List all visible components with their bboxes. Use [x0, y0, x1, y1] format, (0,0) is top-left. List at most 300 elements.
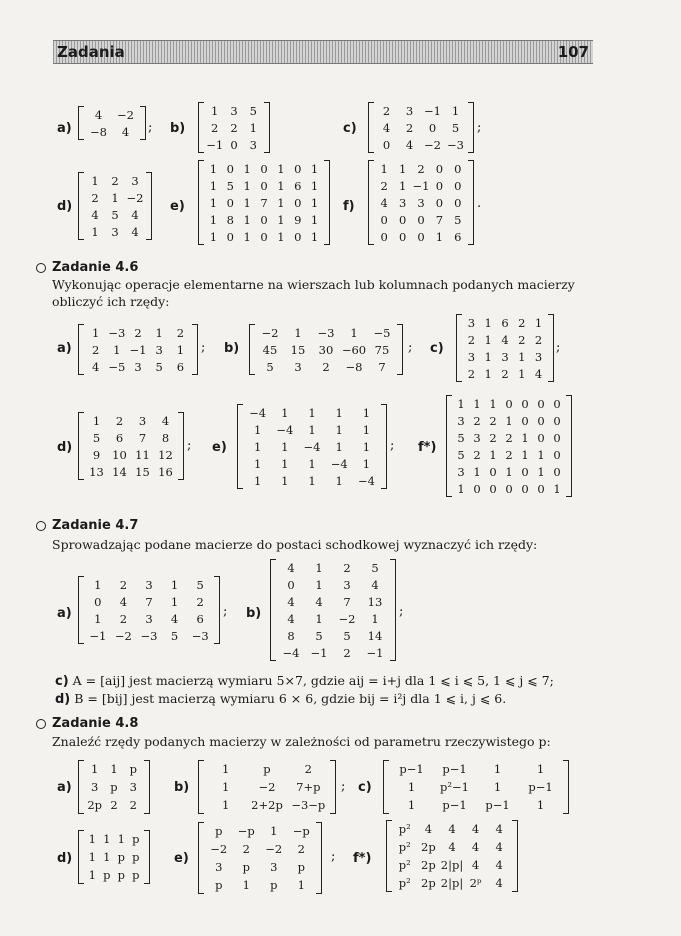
matrix-cell: 1 [315, 560, 323, 575]
matrix-cell: 1 [451, 103, 460, 118]
matrix-cell: 4 [424, 822, 433, 836]
matrix-cell: 3 [534, 349, 543, 364]
matrix-cell: p−1 [485, 798, 510, 812]
matrix-cell: 3 [457, 413, 465, 428]
matrix-cell: 1 [88, 868, 96, 882]
matrix-cell: p [270, 878, 278, 892]
matrix-row [238, 472, 386, 489]
z48-d-label: d) [57, 851, 73, 866]
matrix-cell: 4 [287, 560, 295, 575]
matrix-cell: 5 [343, 628, 351, 643]
matrix-cell: 1 [310, 195, 319, 210]
matrix-cell: 1 [505, 413, 513, 428]
matrix-cell: 1 [253, 422, 262, 437]
matrix-cell: 0 [505, 396, 513, 411]
matrix-row [79, 123, 145, 140]
matrix-cell: 1 [277, 161, 285, 176]
matrix-cell: 6 [454, 229, 462, 244]
matrix-cell: 1 [335, 473, 343, 488]
matrix-cell: 1 [294, 325, 302, 340]
matrix-cell: 3 [501, 349, 509, 364]
matrix-cell: 1 [505, 464, 513, 479]
matrix-cell: 1 [457, 481, 465, 496]
exercise-4-7-heading [36, 518, 138, 533]
matrix-cell: 1 [155, 325, 163, 340]
separator: ; [331, 849, 336, 864]
matrix-cell: 2 [211, 120, 219, 135]
matrix-row [387, 874, 517, 892]
matrix-cell: 1 [362, 422, 371, 437]
matrix-cell: 1 [308, 422, 316, 437]
matrix [198, 822, 322, 894]
matrix-cell: 3 [417, 195, 425, 210]
matrix-row [79, 576, 219, 593]
matrix-cell: 0 [553, 447, 561, 462]
matrix-cell: 1 [362, 405, 371, 420]
matrix-row [79, 429, 183, 446]
matrix-cell: 9 [294, 212, 302, 227]
matrix-cell: 8 [161, 430, 170, 445]
matrix-cell: 4 [131, 207, 139, 222]
matrix-cell: 2ᵖ [469, 876, 482, 890]
z47-c-text: A = [aij] jest macierzą wymiaru 5×7, gdzie aij = i+j dla 1 ⩽ i ⩽ 5, 1 ⩽ j ⩽ 7; [72, 673, 554, 688]
matrix-row [79, 610, 219, 627]
matrix-cell: 4 [287, 611, 295, 626]
matrix-cell: 2 [119, 611, 128, 626]
matrix-cell: 1 [335, 422, 343, 437]
exercise-4-8-heading [36, 716, 138, 731]
matrix-cell: 2 [91, 190, 99, 205]
matrix-row [199, 858, 321, 876]
matrix-cell: 1 [88, 832, 96, 846]
matrix-cell: 1 [335, 439, 343, 454]
matrix-cell: 1 [553, 481, 561, 496]
matrix-cell: 0 [435, 161, 444, 176]
matrix-cell: 1 [521, 447, 529, 462]
matrix-row [79, 760, 149, 778]
matrix [237, 404, 387, 489]
exercise-text: Wykonując operacje elementarne na wierszach lub kolumnach podanych macierzy [52, 277, 575, 292]
z46-f-label: f*) [418, 440, 437, 455]
separator: ; [341, 779, 346, 794]
bullet-circle-icon [36, 263, 46, 273]
matrix-cell: 2 [417, 161, 425, 176]
top-b-label: b) [170, 121, 186, 136]
matrix-row [369, 102, 473, 119]
matrix-cell: 1 [473, 396, 481, 411]
matrix-cell: 5 [315, 628, 323, 643]
matrix-cell: 45 [262, 342, 278, 357]
z46-d-label: d) [57, 440, 73, 455]
matrix-row [369, 194, 473, 211]
matrix-cell: 2p [421, 876, 436, 890]
matrix-cell: 0 [454, 195, 462, 210]
matrix-cell: 7 [260, 195, 268, 210]
matrix-cell: −8 [345, 359, 363, 374]
matrix-cell: 3 [131, 173, 139, 188]
matrix-row [447, 395, 571, 412]
matrix-cell: 7 [435, 212, 444, 227]
matrix-row [199, 796, 335, 814]
matrix-cell: 1 [242, 878, 250, 892]
matrix-cell: 1 [92, 413, 101, 428]
matrix-cell: 5 [454, 212, 462, 227]
matrix-cell: 0 [226, 229, 234, 244]
matrix-row [79, 106, 145, 123]
matrix-cell: 2|p| [440, 876, 464, 890]
matrix-row [199, 194, 329, 211]
matrix-cell: 2 [343, 645, 351, 660]
matrix-cell: 0 [521, 481, 529, 496]
page-number: 107 [557, 43, 589, 61]
matrix-cell: 6 [501, 315, 509, 330]
matrix-cell: 4 [380, 195, 388, 210]
matrix-cell: 7+p [296, 780, 321, 794]
matrix-cell: 4 [495, 822, 503, 836]
matrix-cell: −1 [424, 103, 441, 118]
matrix-cell: 0 [380, 212, 388, 227]
matrix-cell: 1 [484, 315, 492, 330]
matrix-cell: 2 [489, 413, 497, 428]
matrix [198, 160, 330, 245]
matrix-row [199, 211, 329, 228]
matrix-cell: 1 [484, 349, 492, 364]
matrix-cell: p−1 [442, 762, 467, 776]
matrix-row [238, 404, 386, 421]
matrix-cell: 2 [518, 332, 526, 347]
matrix-cell: 2 [297, 842, 305, 856]
matrix-row [79, 189, 151, 206]
exercise-title: Zadanie 4.8 [52, 716, 139, 731]
matrix-cell: 0 [226, 161, 234, 176]
matrix-cell: −3 [447, 137, 464, 152]
matrix-cell: −1 [129, 342, 147, 357]
matrix-cell: 1 [211, 103, 219, 118]
matrix-row [199, 177, 329, 194]
matrix-cell: 1 [222, 762, 230, 776]
matrix-cell: −2 [114, 628, 132, 643]
matrix-cell: 0 [505, 481, 513, 496]
z46-a-label: a) [57, 341, 72, 356]
separator: ; [408, 340, 413, 355]
matrix-cell: 3 [129, 780, 137, 794]
matrix-cell: p−1 [528, 780, 553, 794]
matrix-cell: 1 [536, 798, 545, 812]
matrix-cell: 0 [553, 464, 561, 479]
matrix-cell: 11 [135, 447, 150, 462]
matrix-cell: −3 [317, 325, 335, 340]
matrix-cell: 1 [253, 473, 262, 488]
matrix-cell: p² [398, 840, 411, 854]
matrix-cell: 1 [209, 178, 218, 193]
matrix-cell: −2 [338, 611, 356, 626]
matrix-row [271, 593, 395, 610]
matrix-cell: 0 [398, 229, 407, 244]
matrix-cell: 2 [91, 342, 100, 357]
matrix-cell: 4 [119, 594, 128, 609]
matrix-cell: 3 [467, 315, 476, 330]
matrix-cell: 1 [110, 762, 118, 776]
matrix-cell: 0 [454, 161, 462, 176]
matrix-cell: 1 [94, 577, 102, 592]
matrix-cell: 0 [435, 178, 444, 193]
matrix-cell: p−1 [442, 798, 467, 812]
matrix-cell: −2 [117, 107, 134, 122]
matrix-cell: 4 [91, 207, 99, 222]
matrix-cell: 1 [457, 396, 465, 411]
matrix-cell: 3 [230, 103, 238, 118]
matrix-cell: 6 [196, 611, 204, 626]
matrix-cell: 1 [407, 780, 416, 794]
matrix-cell: 12 [158, 447, 173, 462]
matrix-cell: 0 [521, 413, 529, 428]
matrix-cell: 15 [135, 464, 150, 479]
matrix [78, 830, 150, 884]
matrix-cell: −2 [261, 325, 279, 340]
matrix-cell: 1 [243, 212, 251, 227]
matrix-cell: 3 [215, 860, 223, 874]
separator: ; [477, 120, 482, 135]
matrix-cell: 3 [467, 349, 476, 364]
matrix-row [384, 778, 568, 796]
matrix-cell: 0 [294, 161, 302, 176]
matrix-cell: 1 [493, 780, 502, 794]
matrix-cell: 2+2p [251, 798, 283, 812]
matrix-cell: 1 [277, 229, 285, 244]
matrix-cell: p [103, 868, 111, 882]
matrix-cell: 2 [467, 332, 476, 347]
z47-a-label: a) [57, 606, 72, 621]
matrix-cell: p [132, 850, 140, 864]
exercise-title: Zadanie 4.7 [52, 518, 139, 533]
matrix-cell: 1 [91, 224, 99, 239]
matrix-cell: 1 [398, 161, 407, 176]
matrix-cell: −4 [357, 473, 375, 488]
matrix-cell: 1 [281, 473, 289, 488]
matrix-cell: 1 [310, 212, 319, 227]
matrix-cell: −1 [366, 645, 384, 660]
matrix-cell: 7 [138, 430, 147, 445]
matrix-cell: 1 [489, 447, 497, 462]
matrix-cell: 0 [230, 137, 238, 152]
matrix-cell: 1 [484, 332, 492, 347]
matrix-cell: −2 [210, 842, 228, 856]
matrix-cell: 1 [407, 798, 416, 812]
matrix-cell: p [117, 850, 125, 864]
matrix-cell: 2 [467, 366, 476, 381]
matrix-cell: 1 [534, 315, 543, 330]
matrix-cell: 5 [451, 120, 460, 135]
separator: ; [201, 340, 206, 355]
bullet-circle-icon [36, 719, 46, 729]
matrix-cell: 0 [417, 229, 425, 244]
matrix-row [387, 820, 517, 838]
matrix-cell: 2|p| [440, 858, 464, 872]
matrix-cell: 3 [343, 577, 351, 592]
top-a-label: a) [57, 121, 72, 136]
matrix [456, 314, 554, 382]
matrix-cell: 2 [304, 762, 312, 776]
matrix-cell: −3−p [291, 798, 326, 812]
matrix-cell: 5 [266, 359, 274, 374]
matrix-cell: 1 [113, 342, 121, 357]
z48-e-label: e) [174, 851, 189, 866]
matrix-cell: 0 [454, 178, 462, 193]
matrix-row [79, 778, 149, 796]
matrix [446, 395, 572, 497]
matrix-cell: 4 [448, 822, 456, 836]
matrix-cell: 4 [495, 858, 503, 872]
matrix-row [271, 644, 395, 661]
matrix-row [369, 119, 473, 136]
matrix-row [271, 576, 395, 593]
matrix-cell: 2 [473, 413, 481, 428]
matrix-row [79, 796, 149, 814]
z48-a-label: a) [57, 780, 72, 795]
matrix-cell: 1 [91, 762, 99, 776]
matrix-cell: 4 [501, 332, 509, 347]
matrix-cell: 1 [371, 611, 379, 626]
matrix-cell: 3 [398, 195, 407, 210]
matrix-row [238, 421, 386, 438]
matrix-cell: 5 [371, 560, 379, 575]
matrix-row [369, 228, 473, 245]
matrix-cell: −3 [140, 628, 158, 643]
matrix-cell: 1 [310, 178, 319, 193]
matrix-cell: 0 [537, 396, 545, 411]
matrix-cell: 4 [495, 840, 503, 854]
separator: ; [148, 120, 153, 135]
matrix-cell: 3 [473, 430, 481, 445]
matrix-row [79, 172, 151, 189]
top-f-label: f) [343, 199, 355, 214]
matrix-row [271, 559, 395, 576]
matrix-cell: 4 [534, 366, 543, 381]
matrix-cell: 1 [308, 456, 316, 471]
matrix-cell: 1 [243, 195, 251, 210]
matrix-cell: 8 [287, 628, 295, 643]
separator: ; [223, 604, 228, 619]
matrix-cell: 0 [435, 195, 444, 210]
matrix-cell: 1 [243, 161, 251, 176]
matrix-cell: 15 [290, 342, 306, 357]
matrix-cell: 4 [94, 107, 103, 122]
matrix-row [447, 463, 571, 480]
matrix-row [369, 136, 473, 153]
matrix-cell: 2 [489, 430, 497, 445]
chapter-title: Zadania [57, 43, 125, 61]
matrix-cell: 5 [457, 447, 465, 462]
matrix [198, 102, 270, 153]
matrix-cell: 5 [111, 207, 119, 222]
separator: . [477, 196, 482, 211]
matrix [368, 102, 474, 153]
matrix-cell: p [132, 868, 140, 882]
matrix-cell: 1 [489, 396, 497, 411]
matrix-cell: 1 [335, 405, 343, 420]
z46-b-label: b) [224, 341, 240, 356]
matrix-cell: 1 [94, 611, 102, 626]
matrix-cell: 4 [315, 594, 323, 609]
exercise-text: Sprowadzając podane macierze do postaci schodkowej wyznaczyć ich rzędy: [52, 537, 538, 552]
matrix-cell: −1 [310, 645, 328, 660]
matrix-row [79, 593, 219, 610]
matrix-cell: p [215, 878, 223, 892]
matrix-cell: 2 [115, 413, 124, 428]
matrix-cell: 0 [537, 481, 545, 496]
matrix-cell: p [129, 762, 137, 776]
matrix-cell: 1 [281, 405, 289, 420]
matrix-cell: 1 [281, 456, 289, 471]
matrix-cell: 0 [260, 178, 268, 193]
matrix-cell: p−1 [399, 762, 424, 776]
matrix-row [199, 160, 329, 177]
matrix-cell: 5 [92, 430, 101, 445]
matrix-cell: 4 [170, 611, 179, 626]
matrix-cell: 30 [318, 342, 334, 357]
matrix-cell: 1 [243, 178, 251, 193]
matrix-cell: 7 [343, 594, 351, 609]
matrix-cell: 2 [382, 103, 391, 118]
matrix-cell: p [110, 780, 118, 794]
matrix-cell: 75 [374, 342, 390, 357]
matrix-cell: 4 [495, 876, 503, 890]
matrix-cell: 4 [405, 137, 414, 152]
matrix-cell: −4 [303, 439, 321, 454]
matrix-row [369, 177, 473, 194]
matrix-cell: 1 [103, 832, 111, 846]
matrix-cell: 0 [553, 430, 561, 445]
matrix-row [384, 760, 568, 778]
matrix-cell: 1 [518, 349, 526, 364]
exercise-text: obliczyć ich rzędy: [52, 294, 170, 309]
matrix-cell: 1 [362, 439, 371, 454]
matrix-cell: 2 [380, 178, 388, 193]
matrix-row [199, 136, 269, 153]
z47-d-label: d) [55, 692, 71, 707]
matrix-row [369, 211, 473, 228]
matrix-cell: 2 [134, 325, 142, 340]
matrix-row [447, 480, 571, 497]
matrix-row [457, 348, 553, 365]
matrix-row [271, 627, 395, 644]
matrix-cell: −4 [330, 456, 348, 471]
matrix-cell: 1 [209, 195, 218, 210]
matrix-cell: 0 [553, 396, 561, 411]
matrix-cell: 4 [91, 359, 100, 374]
matrix-cell: 0 [537, 413, 545, 428]
matrix-cell: 14 [112, 464, 127, 479]
matrix-cell: 4 [471, 840, 480, 854]
matrix-cell: 8 [226, 212, 234, 227]
matrix-row [199, 228, 329, 245]
exercise-line-c [55, 673, 554, 689]
matrix-cell: −4 [276, 422, 294, 437]
matrix-cell: 2 [322, 359, 330, 374]
matrix-row [79, 324, 197, 341]
bullet-circle-icon [36, 521, 46, 531]
matrix-cell: 2 [196, 594, 204, 609]
matrix [78, 760, 150, 814]
matrix-cell: 1 [277, 178, 285, 193]
matrix-cell: p [215, 824, 223, 838]
matrix-row [447, 412, 571, 429]
matrix [368, 160, 474, 245]
matrix-cell: 0 [382, 137, 391, 152]
matrix-row [238, 438, 386, 455]
matrix-cell: −2 [126, 190, 144, 205]
matrix-row [79, 627, 219, 644]
